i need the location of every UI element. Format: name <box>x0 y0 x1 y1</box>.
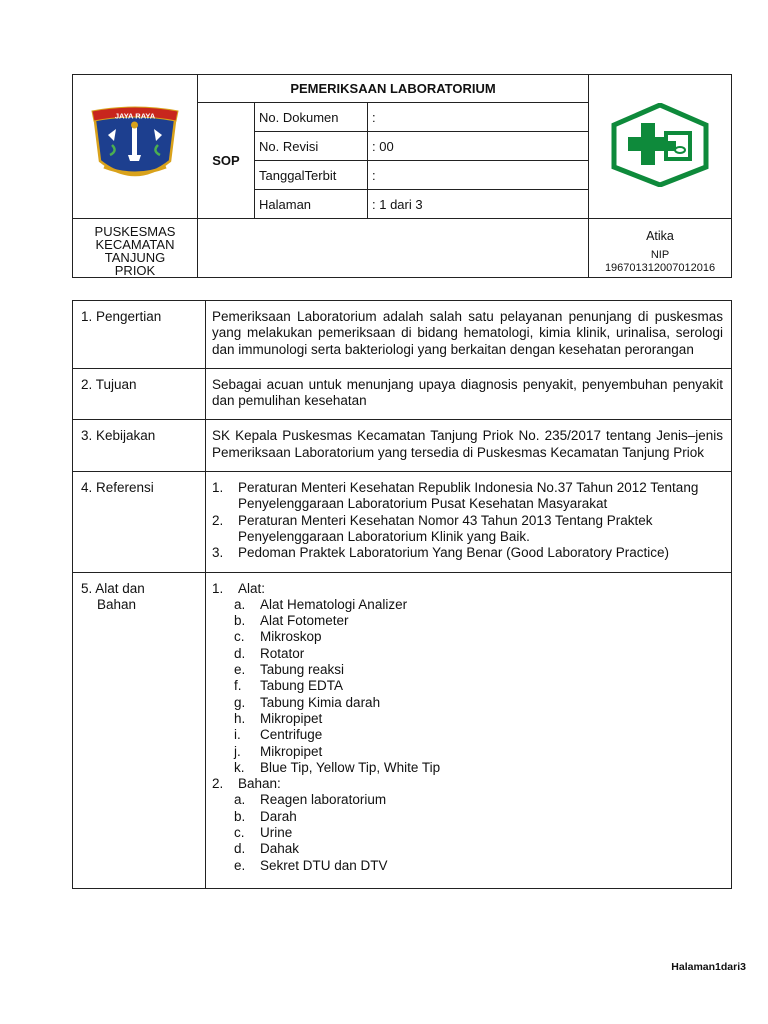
list-item <box>212 744 723 760</box>
left-logo-cell <box>73 75 198 219</box>
section-referensi <box>73 472 732 572</box>
item-text: Centrifuge <box>260 727 323 743</box>
item-text: Peraturan Menteri Kesehatan Republik Indonesia No.37 Tahun 2012 Tentang Penyelenggaraan Laboratorium Pusat Kesehatan Masyarakat <box>238 480 699 512</box>
list-item <box>212 858 723 874</box>
organization-name <box>73 219 198 278</box>
item-text: Tabung Kimia darah <box>260 694 381 710</box>
item-number: 3. <box>212 545 224 561</box>
field-value-halaman: : 1 dari 3 <box>368 190 589 219</box>
label-line: 5. Alat dan <box>81 580 145 596</box>
puskesmas-logo-icon <box>608 103 712 187</box>
item-text: Alat Hematologi Analizer <box>260 596 408 612</box>
item-text: Mikroskop <box>260 629 322 645</box>
section-kebijakan <box>73 420 732 472</box>
item-letter: d. <box>234 841 246 857</box>
item-letter: d. <box>234 645 246 661</box>
item-letter: e. <box>234 857 246 873</box>
item-letter: c. <box>234 825 245 841</box>
list-item <box>212 678 723 694</box>
list-item <box>212 629 723 645</box>
org-line: PUSKESMAS <box>94 224 176 239</box>
list-item <box>212 545 723 561</box>
section-pengertian <box>73 301 732 369</box>
sop-label: SOP <box>198 103 255 219</box>
section-label <box>73 572 206 888</box>
section-alat-bahan <box>73 572 732 888</box>
list-item <box>212 480 723 513</box>
section-text: SK Kepala Puskesmas Kecamatan Tanjung Priok No. 235/2017 tentang Jenis–jenis Pemeriksaan Laboratorium yang tersedia di Puskesmas Kecamatan Tanjung Priok <box>206 420 732 472</box>
item-letter: f. <box>234 678 242 694</box>
item-text: Pedoman Praktek Laboratorium Yang Benar (Good Laboratory Practice) <box>238 545 669 561</box>
org-line: PRIOK <box>114 263 156 278</box>
section-text: Sebagai acuan untuk menunjang upaya diagnosis penyakit, penyembuhan penyakit dan pemulihan kesehatan <box>206 368 732 420</box>
item-letter: a. <box>234 596 246 612</box>
list-item <box>212 841 723 857</box>
svg-text:JAYA RAYA: JAYA RAYA <box>114 111 156 121</box>
nip-value: 196701312007012016 <box>604 262 716 274</box>
section-label: 2. Tujuan <box>73 368 206 420</box>
field-label-tanggal-terbit: TanggalTerbit <box>255 161 368 190</box>
field-label-no-revisi: No. Revisi <box>255 132 368 161</box>
item-text: Reagen laboratorium <box>260 792 387 808</box>
item-letter: c. <box>234 629 245 645</box>
item-text: Alat: <box>238 580 266 596</box>
list-heading-alat <box>212 581 723 597</box>
list-item <box>212 662 723 678</box>
section-label: 1. Pengertian <box>73 301 206 369</box>
label-line: Bahan <box>97 596 137 612</box>
item-letter: i. <box>234 727 241 743</box>
list-item <box>212 760 723 776</box>
item-letter: b. <box>234 613 246 629</box>
item-letter: h. <box>234 710 246 726</box>
item-text: Mikropipet <box>260 710 323 726</box>
item-text: Mikropipet <box>260 743 323 759</box>
item-text: Darah <box>260 808 297 824</box>
right-logo-cell <box>589 75 732 219</box>
section-label: 3. Kebijakan <box>73 420 206 472</box>
org-line: KECAMATAN <box>95 237 175 252</box>
item-text: Urine <box>260 825 293 841</box>
sop-header-table <box>72 74 732 278</box>
page-number: Halaman1dari3 <box>671 961 746 973</box>
list-heading-bahan <box>212 776 723 792</box>
list-item <box>212 597 723 613</box>
sop-content-table <box>72 300 732 889</box>
signer-name: Atika <box>646 229 674 243</box>
alat-bahan-list <box>206 572 732 888</box>
signer-cell <box>589 219 732 278</box>
list-item <box>212 809 723 825</box>
list-item <box>212 825 723 841</box>
field-value-no-dokumen: : <box>368 103 589 132</box>
item-number: 1. <box>212 580 224 596</box>
list-item <box>212 613 723 629</box>
list-item <box>212 646 723 662</box>
item-number: 2. <box>212 776 224 792</box>
item-text: Blue Tip, Yellow Tip, White Tip <box>260 759 441 775</box>
reference-list <box>206 472 732 572</box>
nip-label: NIP <box>650 249 670 261</box>
item-letter: e. <box>234 662 246 678</box>
item-text: Tabung EDTA <box>260 678 344 694</box>
list-item <box>212 513 723 546</box>
dki-jakarta-emblem-icon <box>90 105 180 185</box>
item-number: 1. <box>212 480 224 496</box>
item-letter: b. <box>234 808 246 824</box>
field-label-halaman: Halaman <box>255 190 368 219</box>
item-text: Rotator <box>260 645 305 661</box>
list-item <box>212 695 723 711</box>
list-item <box>212 727 723 743</box>
empty-approval-cell <box>198 219 589 278</box>
list-item <box>212 792 723 808</box>
item-text: Bahan: <box>238 776 281 792</box>
item-letter: g. <box>234 694 246 710</box>
field-value-tanggal-terbit: : <box>368 161 589 190</box>
section-label: 4. Referensi <box>73 472 206 572</box>
item-letter: k. <box>234 759 245 775</box>
item-letter: j. <box>234 743 241 759</box>
document-title: PEMERIKSAAN LABORATORIUM <box>198 75 589 103</box>
section-tujuan <box>73 368 732 420</box>
org-line: TANJUNG <box>104 250 166 265</box>
item-number: 2. <box>212 512 224 528</box>
section-text: Pemeriksaan Laboratorium adalah salah satu pelayanan penunjang di puskesmas yang melakukan pemeriksaan di bidang hematologi, kimia klinik, urinalisa, serologi dan immunologi serta bakteriologi yang berkaitan dengan kesehatan perorangan <box>206 301 732 369</box>
item-text: Peraturan Menteri Kesehatan Nomor 43 Tahun 2013 Tentang Praktek Penyelenggaraan Laboratorium Klinik yang Baik. <box>238 512 653 544</box>
list-item <box>212 711 723 727</box>
item-letter: a. <box>234 792 246 808</box>
field-label-no-dokumen: No. Dokumen <box>255 103 368 132</box>
item-text: Alat Fotometer <box>260 613 349 629</box>
item-text: Dahak <box>260 841 300 857</box>
item-text: Tabung reaksi <box>260 662 345 678</box>
field-value-no-revisi: : 00 <box>368 132 589 161</box>
item-text: Sekret DTU dan DTV <box>260 857 388 873</box>
